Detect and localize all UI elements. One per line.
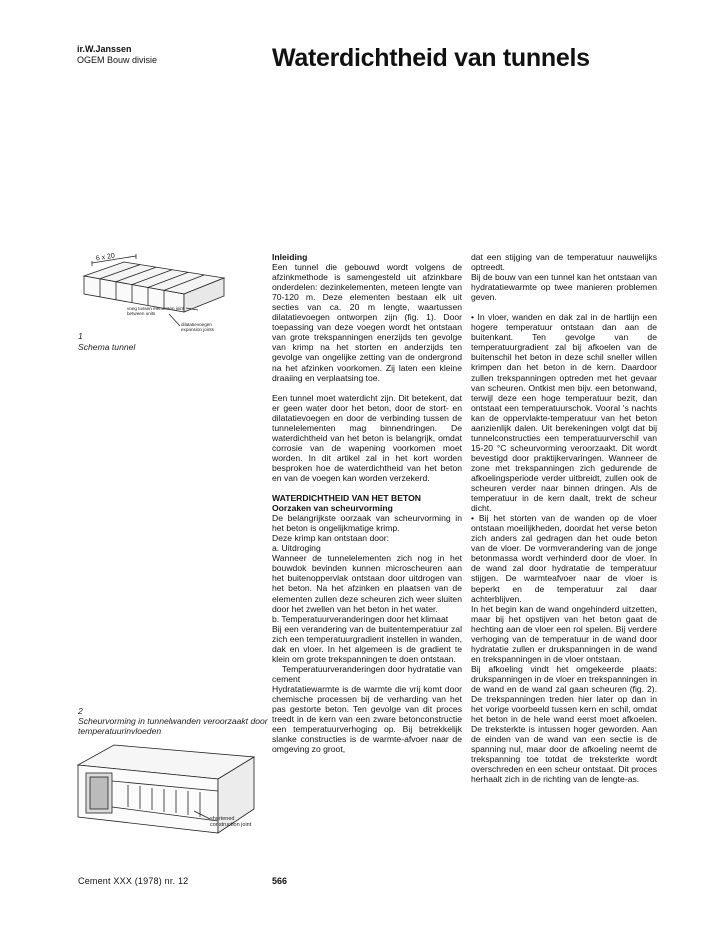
author-name: ir.W.Janssen — [77, 44, 132, 54]
paragraph: b. Temperatuurveranderingen door het klimaat — [272, 613, 449, 624]
journal-reference: Cement XXX (1978) nr. 12 — [78, 876, 189, 886]
paragraph: dat een stijging van de temperatuur nauwelijks optreedt. — [471, 252, 657, 273]
article-title: Waterdichtheid van tunnels — [272, 44, 590, 72]
figure-1-dilatation-label: dilatatievoegen expansion joints — [181, 322, 214, 332]
paragraph: Wanneer de tunnelelementen zich nog in het bouwdok bevinden kunnen microscheuren aan het buitenoppervlak ontstaan door uitdrogen van het beton. Na het afzinken en plaatsen van de elementen zullen deze scheuren zich weer sluiten door het zwellen van het beton in het water. — [272, 553, 462, 614]
author-block — [77, 44, 157, 66]
author-org: OGEM Bouw divisie — [77, 55, 158, 65]
paragraph: Een tunnel moet waterdicht zijn. Dit betekent, dat er geen water door het beton, door de stort- en dilatatievoegen en door de verbinding tussen de tunnelelementen mag binnendringen. De waterdichtheid van het beton is belangrijk, omdat corrosie van de wapening voorkomen moet worden. In dit artikel zal in het kort worden besproken hoe de waterdichtheid van het beton en van de voegen kan worden verzekerd. — [272, 392, 462, 483]
section-heading: WATERDICHTHEID VAN HET BETON — [272, 493, 421, 504]
paragraph: Hydratatiewarmte is de warmte die vrij komt door chemische processen bij de verharding van het pas gestorte beton. Ten gevolge van dit proces treedt in de kern van een zware betonconstructie een temperatuurverhoging op. Bij betrekkelijk slanke constructies is de warmte-afvoer naar de omgeving zo groot, — [272, 683, 462, 755]
figure-2-caption: Scheurvorming in tunnelwanden veroorzaakt door temperatuurinvloeden — [78, 716, 268, 736]
paragraph: • Bij het storten van de wanden op de vloer ontstaan moeilijkheden, doordat het verse beton zich anders zal gedragen dan het oude beton van de vloer. De vormverandering van de jonge betonmassa wordt verhinderd door de vloer. In de wand zal door hydratatie de temperatuur stijgen. De warmteafvoer naar de vloer is beperkt en de temperatuur zal daar achterblijven. — [471, 513, 657, 604]
paragraph: Bij afkoeling vindt het omgekeerde plaats: drukspanningen in de vloer en trekspanningen in de wand en de wand zal gaan scheuren (fig. 2). De trekspanningen treden hier later op dan in het vorige voorbeeld tussen kern en schil, omdat het beton in de hele wand eerst moet afkoelen. De treksterkte is intussen hoger geworden. Aan de einden van de wand van een sectie is de spanning nul, maar door de afkoeling neemt de trekspanning toe totdat de treksterkte wordt overschreden en een scheur ontstaat. Dit proces herhaalt zich in de richting van de lengte-as. — [471, 663, 657, 785]
figure-1-joint-label: voeg tussen elementen joint between units — [127, 306, 185, 316]
paragraph: Bij een verandering van de buitentemperatuur zal zich een temperatuurgradient instellen in wanden, dak en vloer. In het algemeen is de gradient te klein om grote trekspanningen te doen ontstaan. — [272, 623, 462, 664]
figure-1-dimension-label: 6 x 20 — [95, 252, 116, 263]
figure-1-number: 1 — [78, 331, 83, 341]
paragraph: Deze krimp kan ontstaan door: — [272, 533, 390, 544]
paragraph: • In vloer, wanden en dak zal in de hartlijn een hogere temperatuur ontstaan dan aan de buitenkant. Ten gevolge van de temperatuurgradient zal bij afkoelen van de buitenschil het beton in deze schil sneller willen krimpen dan het beton in de kern. Daardoor zullen trekspanningen optreden met het gevaar van scheuren. Ontkist men bijv. een betonwand, terwijl deze een hoge temperatuur bezit, dan ontstaat een temperatuurschok. Vooral 's nachts kan de oppervlakte-temperatuur van het beton aanzienlijk dalen. Uit berekeningen volgt dat bij tunnelconstructies een temperatuurverschil van 15-20 °C scheurvorming veroorzaakt. Dit wordt bevestigd door praktijkervaringen. Wanneer de zone met trekspanningen zich gedurende de afkoelingsperiode verder uitbreidt, zullen ook de scheuren verder naar binnen dringen. Als de temperatuur in de kern daalt, trekt de scheur dicht. — [471, 312, 657, 514]
section-heading: Oorzaken van scheurvorming — [272, 503, 393, 514]
paragraph: Bij de bouw van een tunnel kan het ontstaan van hydratatiewarmte op twee manieren problemen geven. — [471, 272, 657, 303]
page-number: 566 — [272, 876, 288, 886]
paragraph-gap — [471, 302, 657, 312]
paragraph: a. Uitdroging — [272, 543, 321, 554]
text-column-2 — [471, 252, 657, 784]
figure-1-caption: Schema tunnel — [78, 342, 136, 352]
paragraph: In het begin kan de wand ongehinderd uitzetten, maar bij het opstijven van het beton gaat de hechting aan de vloer een rol spelen. Bij verdere verhoging van de temperatuur in de wand door hydratatie zullen er drukspanningen in de wand en trekspanningen in de vloer ontstaan. — [471, 603, 657, 664]
figure-2-joint-label: shortened construction joint — [210, 816, 252, 828]
paragraph: Een tunnel die gebouwd wordt volgens de afzinkmethode is samengesteld uit afzinkbare onderdelen: dezinkelementen, meteen lengte van 70-120 m. Deze elementen bestaan elk uit secties van ca. 20 m lengte, waartussen dilatatievoegen ontworpen zijn (fig. 1). Door toepassing van deze voegen wordt het ontstaan van grote trekspanningen enerzijds ten gevolge van krimp na het storten en anderzijds ten gevolge van ongelijke zetting van de ondergrond na het afzinken voorkomen. Zij laten een kleine draaiing en verplaatsing toe. — [272, 262, 462, 383]
paragraph: Temperatuurveranderingen door hydratatie van cement — [272, 663, 462, 684]
text-column-1 — [272, 252, 462, 754]
paragraph-gap — [272, 383, 462, 393]
figure-2-number: 2 — [78, 706, 83, 716]
section-heading: Inleiding — [272, 252, 308, 262]
paragraph: De belangrijkste oorzaak van scheurvorming in het beton is ongelijkmatige krimp. — [272, 513, 462, 534]
paragraph-gap — [272, 483, 462, 493]
